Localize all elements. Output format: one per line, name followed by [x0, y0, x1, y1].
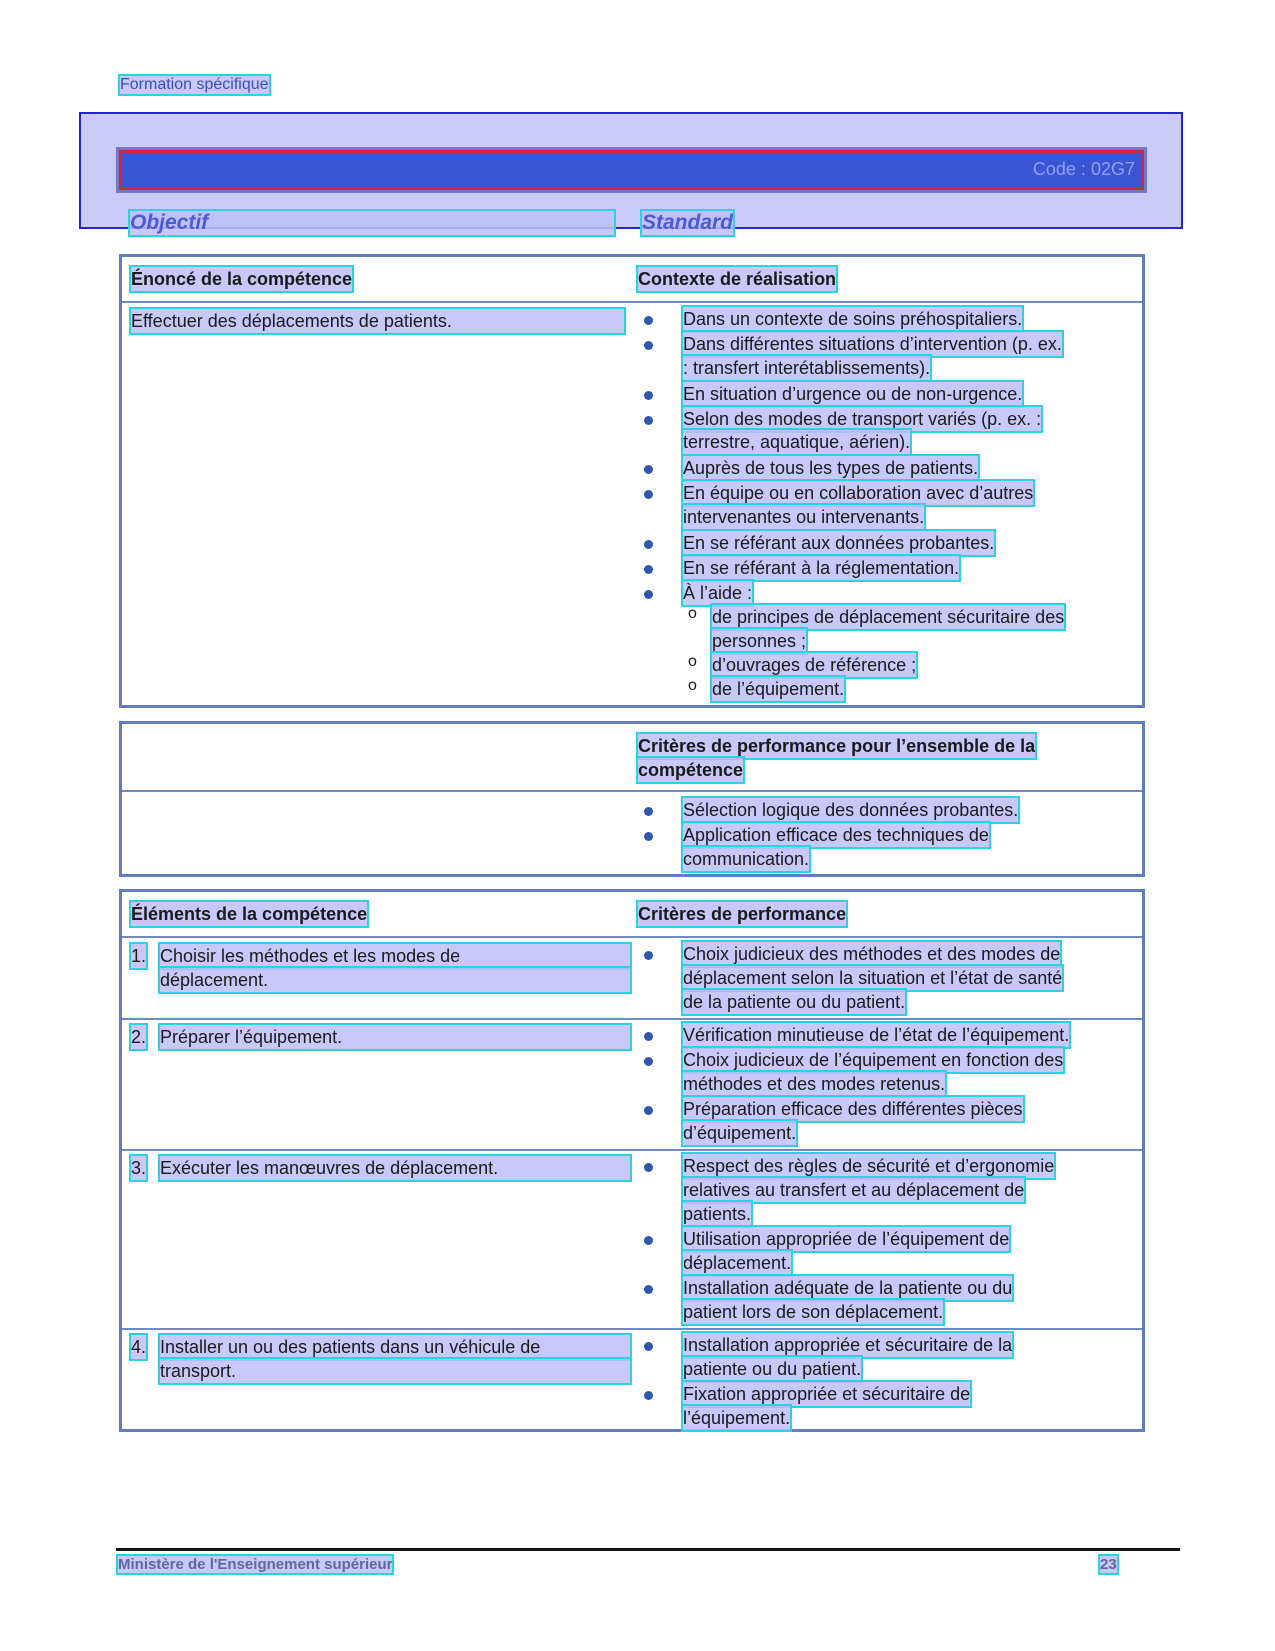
bullet — [644, 540, 653, 549]
objectif-label: Objectif — [130, 211, 614, 235]
bullet — [644, 590, 653, 599]
code-label: Code : — [1032, 159, 1086, 179]
element-line: Exécuter les manœuvres de déplacement. — [160, 1156, 630, 1180]
criterion-line: Choix judicieux de l’équipement en fonction des — [683, 1050, 1064, 1070]
overall-criterion: communication. — [683, 849, 810, 869]
competency-statement: Effectuer des déplacements de patients. — [131, 309, 624, 333]
overall-criterion: Sélection logique des données probantes. — [683, 800, 1019, 820]
elements-heading: Éléments de la compétence — [131, 904, 368, 924]
page-number: 23 — [1100, 1556, 1117, 1573]
context-line: terrestre, aquatique, aérien). — [683, 432, 911, 452]
context-line: d’ouvrages de référence ; — [712, 655, 917, 675]
bullet — [644, 316, 653, 325]
criterion-line: déplacement selon la situation et l’état de santé — [683, 968, 1063, 988]
bullet — [644, 565, 653, 574]
context-line: En se référant à la réglementation. — [683, 558, 960, 578]
criterion-line: patients. — [683, 1204, 752, 1224]
context-line: Auprès de tous les types de patients. — [683, 458, 979, 478]
criterion-line: l’équipement. — [683, 1408, 791, 1428]
overall-criteria-table — [119, 721, 1145, 877]
criterion-line: de la patiente ou du patient. — [683, 992, 906, 1012]
bullet — [644, 416, 653, 425]
sub-bullet: o — [688, 677, 697, 694]
context-line: personnes ; — [712, 631, 807, 651]
element-line: déplacement. — [160, 968, 630, 992]
bullet — [644, 807, 653, 816]
element-line: transport. — [160, 1359, 630, 1383]
criterion-line: Utilisation appropriée de l’équipement de — [683, 1229, 1010, 1249]
element-number: 2. — [131, 1027, 147, 1047]
elements-criteria-table — [119, 889, 1145, 1432]
bullet — [644, 391, 653, 400]
context-line: Selon des modes de transport variés (p. ex. : — [683, 409, 1042, 429]
context-line: de l’équipement. — [712, 679, 845, 699]
criterion-line: méthodes et des modes retenus. — [683, 1074, 946, 1094]
criterion-line: Installation appropriée et sécuritaire de la — [683, 1335, 1013, 1355]
code-bar — [119, 150, 1144, 190]
context-line: : transfert interétablissements). — [683, 358, 931, 378]
bullet — [644, 1285, 653, 1294]
criterion-line: Fixation appropriée et sécuritaire de — [683, 1384, 971, 1404]
context-line: de principes de déplacement sécuritaire des — [712, 607, 1065, 627]
bullet — [644, 341, 653, 350]
criteria-heading: Critères de performance — [638, 904, 847, 924]
code-value: 02G7 — [1090, 159, 1135, 179]
context-line: Dans un contexte de soins préhospitaliers. — [683, 309, 1023, 329]
bullet — [644, 1236, 653, 1245]
bullet — [644, 1342, 653, 1351]
bullet — [644, 1163, 653, 1172]
sub-bullet: o — [688, 653, 697, 670]
element-line: Choisir les méthodes et les modes de — [160, 944, 630, 968]
context-line: À l’aide : — [683, 583, 753, 603]
context-line: En se référant aux données probantes. — [683, 533, 995, 553]
criterion-line: Respect des règles de sécurité et d’ergonomie — [683, 1156, 1055, 1176]
criterion-line: patiente ou du patient. — [683, 1359, 862, 1379]
bullet — [644, 951, 653, 960]
bullet — [644, 1057, 653, 1066]
context-line: En équipe ou en collaboration avec d’autres — [683, 483, 1034, 503]
statement-context-table — [119, 254, 1145, 708]
element-number: 1. — [131, 946, 147, 966]
standard-label: Standard — [642, 211, 734, 234]
bullet — [644, 1032, 653, 1041]
overall-criteria-heading-1: Critères de performance pour l’ensemble de la — [638, 736, 1036, 756]
bullet — [644, 490, 653, 499]
criterion-line: d’équipement. — [683, 1123, 797, 1143]
running-header: Formation spécifique — [120, 76, 269, 93]
sub-bullet: o — [688, 605, 697, 622]
context-heading: Contexte de réalisation — [638, 269, 837, 289]
competency-header-panel — [79, 112, 1183, 234]
bullet — [644, 832, 653, 841]
context-line: Dans différentes situations d’intervention (p. ex. — [683, 334, 1062, 354]
competency-code — [1033, 159, 1135, 180]
context-line: En situation d’urgence ou de non-urgence. — [683, 384, 1023, 404]
bullet — [644, 1106, 653, 1115]
criterion-line: Préparation efficace des différentes pièces — [683, 1099, 1023, 1119]
bullet — [644, 1391, 653, 1400]
element-number: 4. — [131, 1337, 147, 1357]
overall-criterion: Application efficace des techniques de — [683, 825, 989, 845]
footer-rule — [116, 1548, 1180, 1551]
element-line: Installer un ou des patients dans un véhicule de — [160, 1335, 630, 1359]
criterion-line: Vérification minutieuse de l’état de l’équipement. — [683, 1025, 1070, 1045]
statement-heading: Énoncé de la compétence — [131, 269, 353, 289]
criterion-line: déplacement. — [683, 1253, 792, 1273]
criterion-line: patient lors de son déplacement. — [683, 1302, 944, 1322]
footer-ministry: Ministère de l'Enseignement supérieur — [118, 1556, 393, 1573]
element-number: 3. — [131, 1158, 147, 1178]
criterion-line: relatives au transfert et au déplacement de — [683, 1180, 1025, 1200]
criterion-line: Installation adéquate de la patiente ou du — [683, 1278, 1013, 1298]
bullet — [644, 465, 653, 474]
overall-criteria-heading-2: compétence — [638, 760, 744, 780]
context-line: intervenantes ou intervenants. — [683, 507, 925, 527]
element-line: Préparer l’équipement. — [160, 1025, 630, 1049]
criterion-line: Choix judicieux des méthodes et des modes de — [683, 944, 1061, 964]
